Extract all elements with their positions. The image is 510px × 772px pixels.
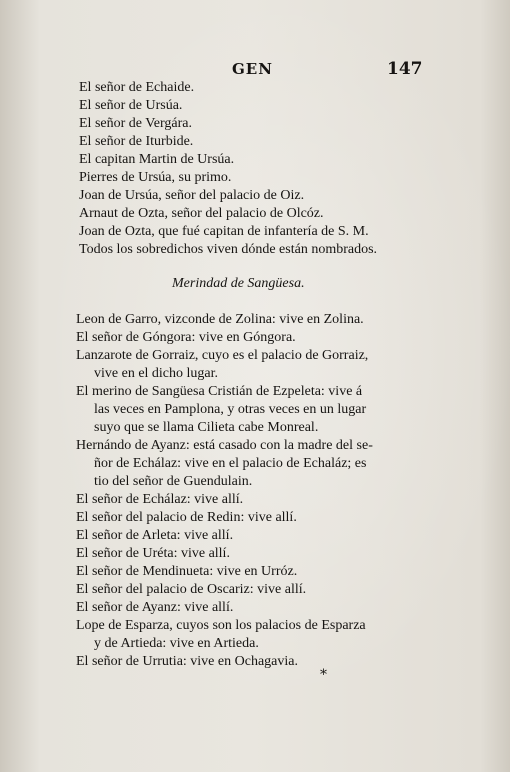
- text-line: El señor de Echaide.: [79, 80, 195, 95]
- text-line: Pierres de Ursúa, su primo.: [79, 170, 232, 185]
- running-head-title: GEN: [232, 60, 273, 78]
- text-line: Lope de Esparza, cuyos son los palacios de Esparza: [76, 618, 366, 633]
- text-line: Hernándo de Ayanz: está casado con la madre del se-: [76, 438, 373, 453]
- text-line: vive en el dicho lugar.: [94, 366, 219, 381]
- text-line: El capitan Martin de Ursúa.: [79, 152, 235, 167]
- text-line: ñor de Echálaz: vive en el palacio de Echaláz; es: [94, 456, 367, 471]
- text-line: Joan de Ursúa, señor del palacio de Oiz.: [79, 188, 305, 203]
- text-line: El señor de Echálaz: vive allí.: [76, 492, 244, 507]
- text-line: Arnaut de Ozta, señor del palacio de Olcóz.: [79, 206, 324, 221]
- section-title: Merindad de Sangüesa.: [172, 276, 305, 291]
- text-line: El señor de Ursúa.: [79, 98, 183, 113]
- text-line: las veces en Pamplona, y otras veces en un lugar: [94, 402, 367, 417]
- page-number: 147: [387, 59, 423, 79]
- running-header: [0, 60, 510, 82]
- text-line: El señor de Vergára.: [79, 116, 192, 131]
- text-line: El señor de Uréta: vive allí.: [76, 546, 230, 561]
- text-line: El merino de Sangüesa Cristián de Ezpeleta: vive á: [76, 384, 363, 399]
- text-line: suyo que se llama Cilieta cabe Monreal.: [94, 420, 319, 435]
- text-line: El señor de Góngora: vive en Góngora.: [76, 330, 296, 345]
- text-line: El señor de Urrutia: vive en Ochagavia.: [76, 654, 298, 669]
- text-line: Lanzarote de Gorraiz, cuyo es el palacio de Gorraiz,: [76, 348, 369, 363]
- text-line: El señor del palacio de Redin: vive allí.: [76, 510, 297, 525]
- text-line: El señor de Arleta: vive allí.: [76, 528, 234, 543]
- text-line: Joan de Ozta, que fué capitan de infantería de S. M.: [79, 224, 369, 239]
- text-line: y de Artieda: vive en Artieda.: [94, 636, 259, 651]
- text-line: Todos los sobredichos viven dónde están nombrados.: [79, 242, 378, 257]
- text-line: El señor de Mendinueta: vive en Urróz.: [76, 564, 298, 579]
- text-line: El señor del palacio de Oscariz: vive allí.: [76, 582, 307, 597]
- text-line: Leon de Garro, vizconde de Zolina: vive en Zolina.: [76, 312, 364, 327]
- text-line: tio del señor de Guendulain.: [94, 474, 253, 489]
- text-line: El señor de Iturbide.: [79, 134, 194, 149]
- text-line: El señor de Ayanz: vive allí.: [76, 600, 234, 615]
- footer-asterisk: *: [320, 667, 327, 683]
